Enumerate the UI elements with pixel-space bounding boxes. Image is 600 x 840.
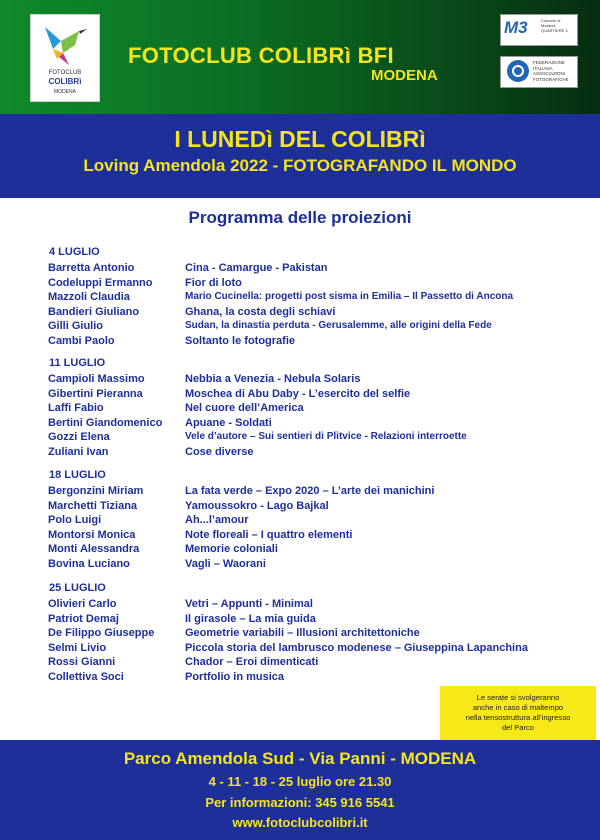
program-row [48,320,568,334]
program-row [48,373,568,387]
photographer-name: Olivieri Carlo [48,598,117,610]
notice-line: del Parco [501,723,535,732]
program-row [48,656,568,670]
projection-title: Yamoussokro - Lago Bajkal [185,499,329,512]
photographer-name: Gozzi Elena [48,431,110,443]
program-row [48,306,568,320]
hummingbird-icon [39,19,89,69]
projection-title: Fior di loto [185,276,242,289]
projection-title: Cose diverse [185,445,254,458]
photographer-name: Codeluppi Ermanno [48,276,153,289]
projection-title: Memorie coloniali [185,543,278,555]
week-date: 18 LUGLIO [49,469,106,481]
photographer-name: Rossi Gianni [48,656,116,668]
program-row [48,627,568,641]
info-phone: Per informazioni: 345 916 5541 [205,795,395,810]
photographer-name: Polo Luigi [48,514,102,526]
week-date: 25 LUGLIO [49,582,106,594]
projection-title: Note floreali – I quattro elementi [185,528,353,541]
photographer-name: Mazzoli Claudia [48,291,130,303]
projection-title: Apuane - Soldati [185,416,272,429]
event-subtitle: Loving Amendola 2022 - FOTOGRAFANDO IL MONDO [83,156,517,175]
logo-line3: MODENA [54,89,76,95]
photographer-name: Bandieri Giuliano [48,305,140,318]
photographer-name: Campioli Massimo [48,373,145,385]
program-row [48,485,568,499]
quartiere-badge-text: Comune di Modena QUARTIERE 3 [541,18,568,33]
photographer-name: Collettiva Soci [48,670,124,683]
projection-title: Moschea di Abu Daby - L’esercito del selfie [185,387,411,400]
projection-title: Il girasole – La mia guida [185,612,316,625]
program-row [48,598,568,612]
projection-title: Nebbia a Venezia - Nebula Solaris [185,373,361,385]
program-row [48,514,568,528]
program-heading: Programma delle proiezioni [188,208,412,227]
program-row [48,388,568,402]
photographer-name: Monti Alessandra [48,543,140,555]
program-row [48,642,568,656]
event-title: I LUNEDì DEL COLIBRì [174,126,426,152]
projection-title: Vagli – Waorani [185,557,266,570]
projection-title: Vetri – Appunti - Minimal [185,598,313,610]
projection-title: Cina - Camargue - Pakistan [185,262,328,274]
club-logo [30,14,100,102]
program-row [48,417,568,431]
program-row [48,291,568,305]
projection-title: La fata verde – Expo 2020 – L’arte dei manichini [185,485,435,497]
program-row [48,529,568,543]
projection-title: Piccola storia del lambrusco modenese – Giuseppina Lapanchina [185,641,528,654]
logo-line2: COLIBRì [48,77,82,86]
program-row [48,558,568,572]
photographer-name: Bovina Luciano [48,557,130,570]
quartiere-badge [500,14,578,46]
notice-line: nella tensostruttura all’ingresso [465,713,571,722]
projection-title: Mario Cucinella: progetti post sisma in Emilia – Il Passetto di Ancona [185,291,514,302]
projection-title: Ghana, la costa degli schiavi [185,305,336,318]
program-row [48,671,568,685]
program-row [48,613,568,627]
projection-title: Ah...l’amour [185,514,249,526]
photographer-name: Zuliani Ivan [48,445,109,458]
projection-title: Soltanto le fotografie [185,334,295,347]
photographer-name: Marchetti Tiziana [48,499,138,512]
week-date: 4 LUGLIO [49,246,100,258]
program-row [48,402,568,416]
program-row [48,446,568,460]
projection-title: Geometrie variabili – Illusioni architettoniche [185,627,420,639]
photographer-name: Bergonzini Miriam [48,485,144,497]
photographer-name: Bertini Giandomenico [48,416,163,429]
program-row [48,262,568,276]
fiaf-logo-icon [507,60,529,82]
projection-title: Nel cuore dell’America [185,402,304,414]
photographer-name: Gibertini Pieranna [48,387,143,400]
projection-title: Chador – Eroi dimenticati [185,656,319,668]
photographer-name: Montorsi Monica [48,528,136,541]
photographer-name: Laffi Fabio [48,402,104,414]
week-date: 11 LUGLIO [49,357,106,369]
projection-title: Sudan, la dinastia perduta - Gerusalemme, alle origini della Fede [185,320,492,331]
logo-line1: FOTOCLUB [48,70,82,76]
photographer-name: Cambi Paolo [48,334,115,347]
fiaf-badge [500,56,578,88]
weather-notice [440,686,596,742]
photographer-name: De Filippo Giuseppe [48,627,155,639]
club-title: FOTOCLUB COLIBRì BFI [128,43,394,68]
projection-title: Portfolio in musica [185,670,285,683]
program-row [48,500,568,514]
notice-line: Le serate si svolgeranno [476,693,560,702]
m3-logo-icon: M3 [504,18,528,37]
club-city: MODENA [371,67,438,84]
photographer-name: Patriot Demaj [48,612,119,625]
dates-text: 4 - 11 - 18 - 25 luglio ore 21.30 [208,774,392,789]
photographer-name: Barretta Antonio [48,262,135,274]
website-link[interactable]: www.fotoclubcolibri.it [232,815,368,830]
fiaf-badge-text: FEDERAZIONE ITALIANA ASSOCIAZIONI FOTOGRAFICHE [533,60,569,82]
photographer-name: Selmi Livio [48,641,107,654]
program-row [48,543,568,557]
photographer-name: Gilli Giulio [48,320,103,332]
program-row [48,431,568,445]
notice-line: anche in caso di maltempo [472,703,564,712]
venue-text: Parco Amendola Sud - Via Panni - MODENA [123,749,477,768]
program-row [48,335,568,349]
projection-title: Vele d’autore – Sui sentieri di Plitvice - Relazioni interroette [185,431,467,442]
program-row [48,277,568,291]
